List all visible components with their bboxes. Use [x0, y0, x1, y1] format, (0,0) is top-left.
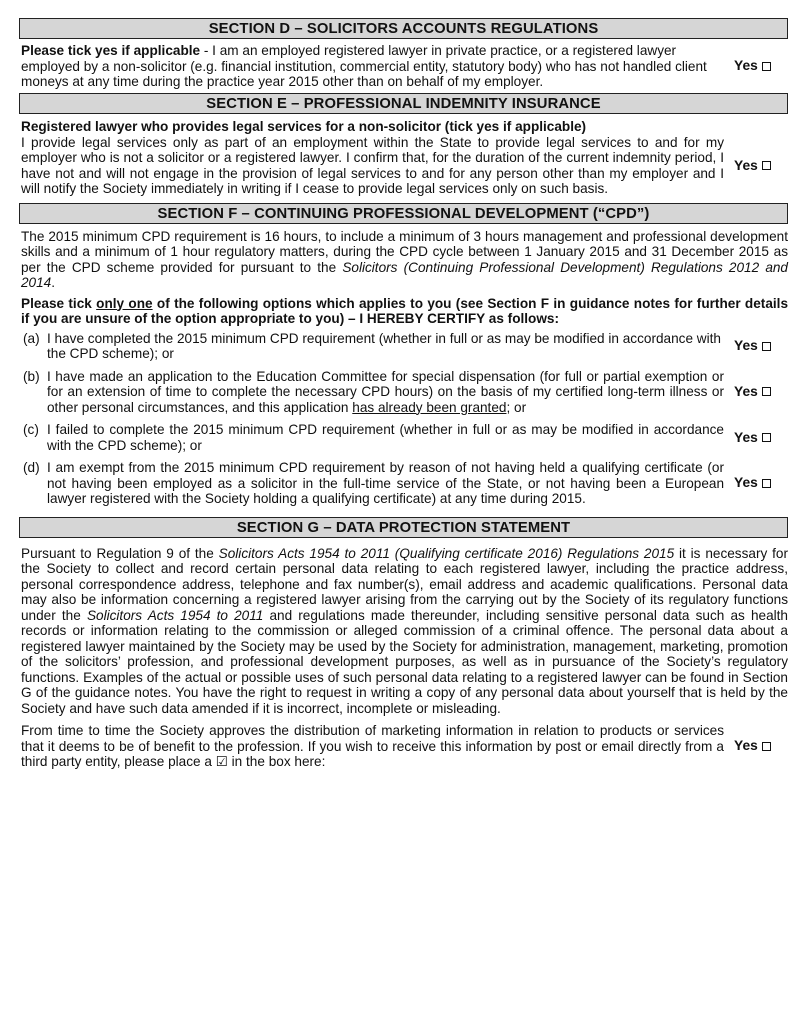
- yes-label: Yes: [734, 338, 758, 353]
- section-e-yes-checkbox[interactable]: [734, 158, 788, 174]
- form-page: [0, 18, 806, 1030]
- option-a: [19, 331, 788, 362]
- section-f-instruction: [19, 296, 788, 327]
- option-b-yes-checkbox[interactable]: [734, 384, 788, 400]
- section-e-row: [19, 135, 788, 197]
- section-d-yes-checkbox[interactable]: [734, 58, 788, 74]
- option-text: [47, 369, 734, 416]
- checkbox-icon[interactable]: [762, 387, 771, 396]
- option-c: [19, 422, 788, 453]
- g-text-3: and regulations made thereunder, including sensitive personal data such as health records or information relating to the commission or alleged commission of a criminal offence. The personal data about a registered lawyer maintained by the Society may be used by the Society for administration, management, marketing, promotion of the solicitors’ profession, and professional development purposes, as well as in pursuance of the Society’s regulatory functions. Examples of the actual or possible uses of such personal data relating to a registered lawyer can be found in Section G of the guidance notes. You have the right to request in writing a copy of any personal data about yourself that is held by the Society and have such data amended if it is incorrect, incomplete or misleading.: [21, 607, 788, 716]
- section-g-paragraph: [19, 546, 788, 717]
- option-b-end: ; or: [506, 399, 527, 415]
- option-text: I have completed the 2015 minimum CPD requirement (whether in full or as may be modified in accordance with the CPD scheme); or: [47, 330, 721, 361]
- yes-label: Yes: [734, 429, 758, 445]
- section-f-intro-text: The 2015 minimum CPD requirement is 16 hours, to include a minimum of 3 hours management and professional development skills and a minimum of 1 hour regulatory matters, during the CPD cycle between 1 January 2015 and 31 December 2015 as per the CPD scheme provided for pursuant to the: [21, 228, 788, 275]
- option-label: (a): [23, 330, 40, 346]
- option-a-yes-checkbox[interactable]: [734, 338, 788, 354]
- option-label: (d): [23, 460, 40, 475]
- option-d: [19, 460, 788, 507]
- yes-label: Yes: [734, 157, 758, 173]
- yes-label: Yes: [734, 475, 758, 491]
- option-b-text: I have made an application to the Education Committee for special dispensation (for full or partial exemption or for an extension of time to complete the necessary CPD hours) on the basis of my certified long-term illness or other personal circumstances, and this application: [47, 368, 724, 415]
- section-d-text: [19, 43, 734, 90]
- section-g-marketing-text: From time to time the Society approves the distribution of marketing information in relation to products or services that it deems to be of benefit to the profession. If you wish to receive this information by post or email directly from a third party entity, please place a ☑ in the box here:: [21, 723, 724, 769]
- section-f-intro: [19, 229, 788, 291]
- option-b: [19, 369, 788, 416]
- section-d-header: SECTION D – SOLICITORS ACCOUNTS REGULATIONS: [19, 18, 788, 39]
- checkbox-icon[interactable]: [762, 479, 771, 488]
- section-e-lead: Registered lawyer who provides legal services for a non-solicitor (tick yes if applicable): [21, 118, 587, 134]
- option-label: (c): [23, 422, 39, 437]
- checkbox-icon[interactable]: [762, 161, 771, 170]
- section-d-row: [19, 43, 788, 90]
- instruction-start: Please tick: [21, 295, 97, 311]
- section-d-lead: Please tick yes if applicable: [21, 43, 201, 58]
- yes-label: Yes: [734, 58, 758, 74]
- checkbox-icon[interactable]: [762, 62, 771, 71]
- checkbox-icon[interactable]: [762, 433, 771, 442]
- option-label: (b): [23, 368, 40, 384]
- option-d-yes-checkbox[interactable]: [734, 475, 788, 491]
- marketing-yes-checkbox[interactable]: [734, 738, 788, 754]
- g-text-1: Pursuant to Regulation 9 of the: [21, 545, 219, 561]
- option-text: I am exempt from the 2015 minimum CPD requirement by reason of not having held a qualifying certificate (or not having been employed as a solicitor in the full-time service of the State, or not having been a European lawyer registered with the Society holding a qualifying certificate) at any time during 2015.: [47, 460, 724, 506]
- g-text-2: it is necessary for the Society to collect and record certain personal data relating to each registered lawyer, including the practice address, personal correspondence address, telephone and fax number(s), email address and academic qualifications. Personal data may also be information concerning a registered lawyer arising from the carrying out by the Society of its regulatory functions under the: [21, 545, 788, 623]
- section-d-body: - I am an employed registered lawyer in private practice, or a registered lawyer employed by a non-solicitor (e.g. financial institution, commercial entity, statutory body) who has not handled client moneys at any time during the practice year 2015 other than on behalf of my employer.: [21, 43, 707, 89]
- section-f-intro-end: .: [51, 275, 56, 290]
- section-f-header: SECTION F – CONTINUING PROFESSIONAL DEVELOPMENT (“CPD”): [19, 203, 788, 224]
- section-g-header: SECTION G – DATA PROTECTION STATEMENT: [19, 517, 788, 538]
- g-italic-2: Solicitors Acts 1954 to 2011: [86, 607, 264, 623]
- option-c-yes-checkbox[interactable]: [734, 430, 788, 446]
- yes-label: Yes: [734, 738, 758, 754]
- section-g-marketing-row: [19, 723, 788, 770]
- option-b-underlined: has already been granted: [352, 399, 507, 415]
- checkbox-icon[interactable]: [762, 342, 771, 351]
- g-italic-1: Solicitors Acts 1954 to 2011 (Qualifying certificate 2016) Regulations 2015: [218, 545, 675, 561]
- checkbox-icon[interactable]: [762, 742, 771, 751]
- section-e-text: I provide legal services only as part of an employment within the State to provide legal services to and for my employer who is not a solicitor or a registered lawyer. I confirm that, for the duration of the current indemnity period, I have not and will not engage in the provision of legal services to and for any person other than my employer and I will notify the Society immediately in writing if I cease to provide legal services only on such basis.: [21, 134, 724, 196]
- section-f-intro-italic: Solicitors (Continuing Professional Development) Regulations 2012 and 2014: [21, 259, 788, 290]
- instruction-underlined: only one: [96, 295, 153, 311]
- section-e-header: SECTION E – PROFESSIONAL INDEMNITY INSURANCE: [19, 93, 788, 114]
- option-text: I failed to complete the 2015 minimum CPD requirement (whether in full or as may be modified in accordance with the CPD scheme); or: [47, 422, 724, 453]
- instruction-end: of the following options which applies to you (see Section F in guidance notes for further details if you are unsure of the option appropriate to you) – I HEREBY CERTIFY as follows:: [21, 295, 788, 326]
- yes-label: Yes: [734, 383, 758, 399]
